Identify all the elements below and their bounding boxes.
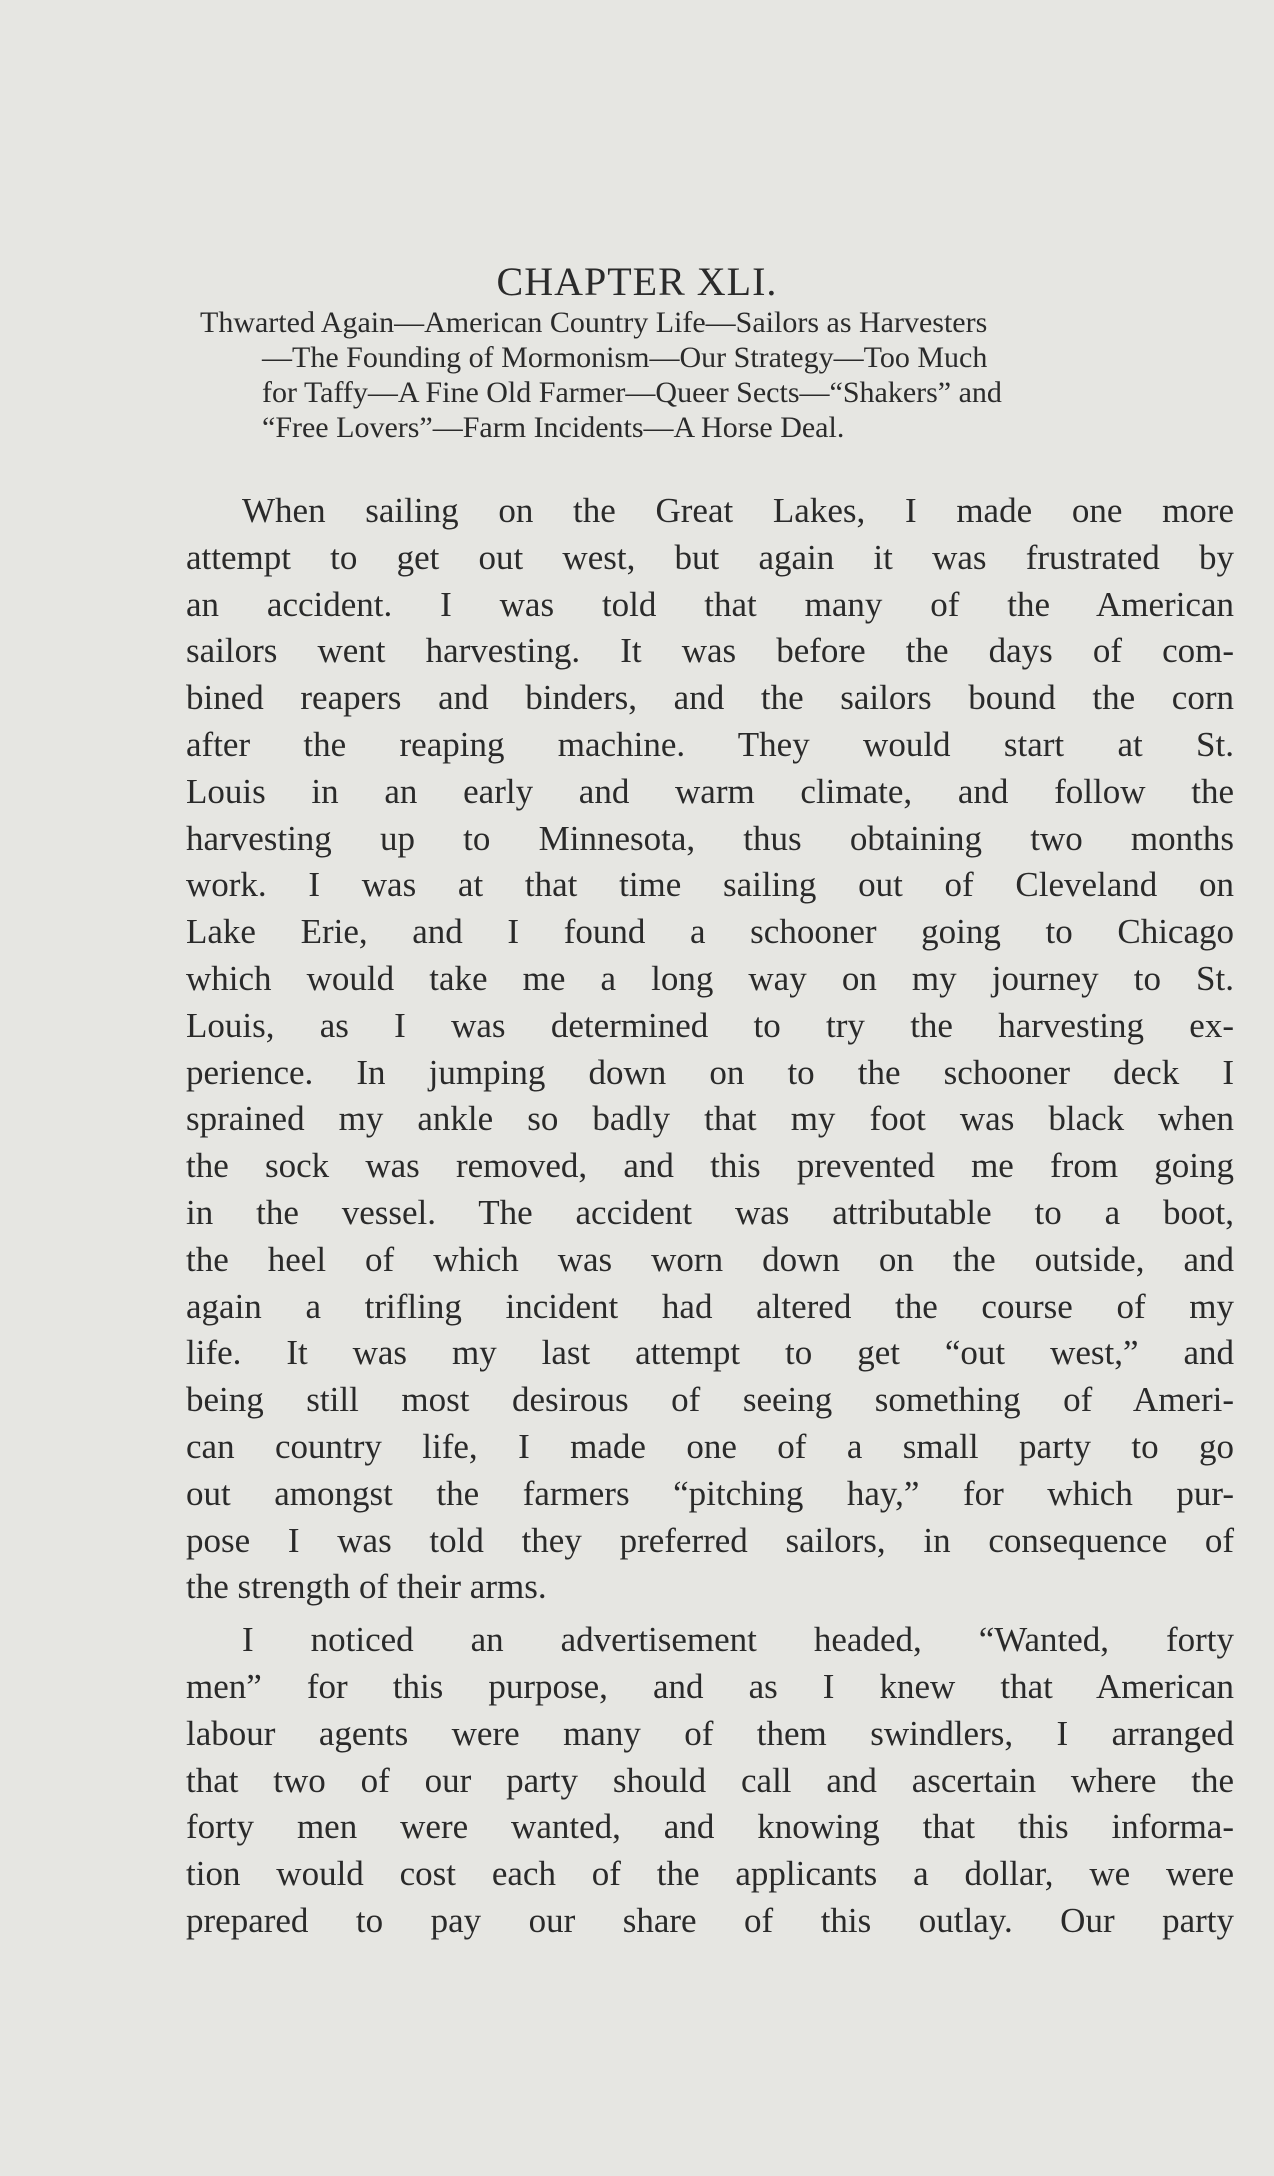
text-line: Louis, as I was determined to try the harvesting ex- xyxy=(186,1005,1234,1045)
body-text xyxy=(186,488,1234,1945)
text-line: forty men were wanted, and knowing that this informa- xyxy=(186,1807,1234,1847)
text-line: pose I was told they preferred sailors, in consequence of xyxy=(186,1520,1234,1560)
text-line: the strength of their arms. xyxy=(186,1567,547,1607)
text-line: I noticed an advertisement headed, “Wanted, forty xyxy=(242,1620,1234,1660)
text-line: sprained my ankle so badly that my foot was black when xyxy=(186,1099,1234,1139)
paragraph-2 xyxy=(186,1617,1234,1945)
chapter-title: CHAPTER XLI. xyxy=(496,259,778,304)
synopsis-line: “Free Lovers”—Farm Incidents—A Horse Deal. xyxy=(262,411,845,444)
text-line: which would take me a long way on my journey to St. xyxy=(186,958,1234,998)
text-line: an accident. I was told that many of the American xyxy=(186,584,1234,624)
synopsis-line: Thwarted Again—American Country Life—Sailors as Harvesters xyxy=(200,306,988,339)
text-line: being still most desirous of seeing something of Ameri- xyxy=(186,1380,1234,1420)
text-line: labour agents were many of them swindlers, I arranged xyxy=(186,1713,1234,1753)
text-line: in the vessel. The accident was attributable to a boot, xyxy=(186,1192,1234,1232)
text-line: the sock was removed, and this prevented me from going xyxy=(186,1146,1234,1186)
text-line: sailors went harvesting. It was before the days of com- xyxy=(186,631,1234,671)
chapter-synopsis xyxy=(200,305,1244,445)
text-line: bined reapers and binders, and the sailors bound the corn xyxy=(186,678,1234,718)
text-line: out amongst the farmers “pitching hay,” for which pur- xyxy=(186,1473,1234,1513)
text-line: again a trifling incident had altered the course of my xyxy=(186,1286,1234,1326)
text-line: perience. In jumping down on to the schooner deck I xyxy=(186,1052,1234,1092)
text-line: Louis in an early and warm climate, and follow the xyxy=(186,771,1234,811)
text-line: attempt to get out west, but again it was frustrated by xyxy=(186,537,1234,577)
text-line: tion would cost each of the applicants a dollar, we were xyxy=(186,1854,1234,1894)
text-line: work. I was at that time sailing out of Cleveland on xyxy=(186,865,1234,905)
text-line: can country life, I made one of a small party to go xyxy=(186,1426,1234,1466)
text-line: that two of our party should call and ascertain where the xyxy=(186,1760,1234,1800)
text-line: harvesting up to Minnesota, thus obtaining two months xyxy=(186,818,1234,858)
text-line: the heel of which was worn down on the outside, and xyxy=(186,1239,1234,1279)
text-line: life. It was my last attempt to get “out west,” and xyxy=(186,1333,1234,1373)
text-line: men” for this purpose, and as I knew that American xyxy=(186,1666,1234,1706)
text-line: prepared to pay our share of this outlay. Our party xyxy=(186,1900,1234,1940)
synopsis-line: —The Founding of Mormonism—Our Strategy—Too Much xyxy=(262,341,988,374)
paragraph-1 xyxy=(186,488,1234,1611)
text-line: after the reaping machine. They would start at St. xyxy=(186,724,1234,764)
synopsis-line: for Taffy—A Fine Old Farmer—Queer Sects—“Shakers” and xyxy=(262,376,1002,409)
text-line: Lake Erie, and I found a schooner going to Chicago xyxy=(186,912,1234,952)
text-line: When sailing on the Great Lakes, I made one more xyxy=(242,491,1234,530)
